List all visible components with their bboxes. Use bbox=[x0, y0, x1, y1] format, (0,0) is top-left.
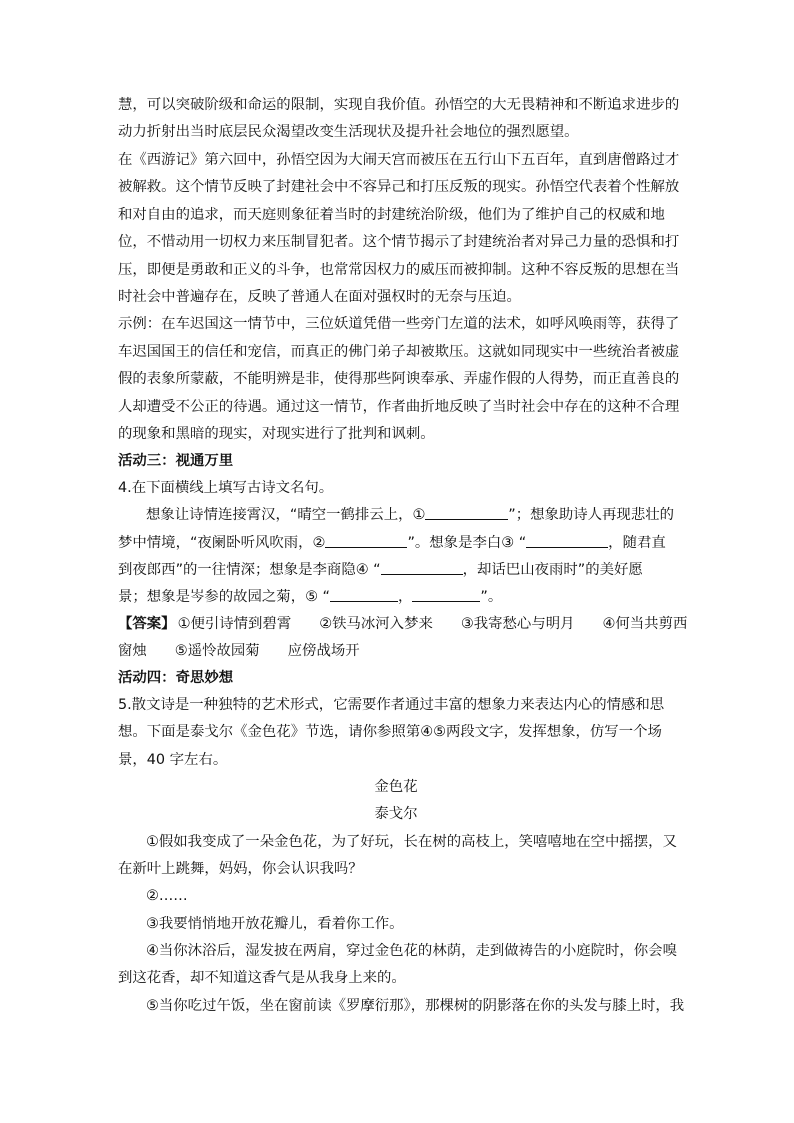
text-segment: 到夜郎西”的一往情深；想象是李商隐④ “ bbox=[118, 562, 381, 578]
answer-item: 窗烛 bbox=[118, 643, 147, 659]
answer-item: ①便引诗情到碧霄 bbox=[177, 616, 292, 632]
question-4-line bbox=[118, 530, 674, 556]
poem-author: 泰戈尔 bbox=[374, 806, 418, 822]
text-line: 慧，可以突破阶级和命运的限制，实现自我价值。孙悟空的大无畏精神和不断追求进步的 bbox=[118, 97, 680, 113]
text-segment: ，却话巴山夜雨时”的美好愿 bbox=[462, 562, 643, 578]
poem-line: ④当你沐浴后，湿发披在两肩，穿过金色花的林荫，走到做祷告的小庭院时，你会嗅 bbox=[146, 943, 677, 959]
answer-item: ⑤遥怜故园菊 bbox=[174, 643, 260, 659]
fill-blank-5b[interactable] bbox=[412, 584, 480, 602]
answer-item: ③我寄愁心与明月 bbox=[460, 616, 575, 632]
text-line: 位，不惜动用一切权力来压制冒犯者。这个情节揭示了封建统治者对异己力量的恐惧和打 bbox=[118, 234, 680, 250]
poem-line: ②…… bbox=[146, 888, 188, 904]
text-line: 在《西游记》第六回中，孙悟空因为大闹天宫而被压在五行山下五百年，直到唐僧路过才 bbox=[118, 152, 680, 168]
answer-line bbox=[118, 611, 688, 637]
text-segment: ”；想象助诗人再现悲壮的 bbox=[508, 507, 674, 523]
poem-line: ⑤当你吃过午饭，坐在窗前读《罗摩衍那》，那棵树的阴影落在你的头发与膝上时，我 bbox=[146, 998, 685, 1014]
answer-label: 【答案】 bbox=[118, 616, 176, 632]
answer-item: ④何当共剪西 bbox=[602, 616, 688, 632]
text-line: 的现象和黑暗的现实，对现实进行了批判和讽刺。 bbox=[118, 426, 435, 442]
text-line: 假的表象所蒙蔽，不能明辨是非，使得那些阿谀奉承、弄虚作假的人得势，而正直善良的 bbox=[118, 371, 680, 387]
text-line: 被解救。这个情节反映了封建社会中不容异己和打压反叛的现实。孙悟空代表着个性解放 bbox=[118, 179, 680, 195]
fill-blank-5a[interactable] bbox=[330, 584, 398, 602]
section-heading-activity-3: 活动三：视通万里 bbox=[118, 453, 234, 469]
text-line: 人却遭受不公正的待遇。通过这一情节，作者曲折地反映了当时社会中存在的这种不合理 bbox=[118, 399, 680, 415]
question-4-line bbox=[118, 584, 674, 610]
fill-blank-4[interactable] bbox=[381, 557, 463, 575]
text-line: 景，40 字左右。 bbox=[118, 752, 228, 768]
text-segment: ， bbox=[398, 589, 413, 605]
text-line: 车迟国国王的信任和宠信，而真正的佛门弟子却被欺压。这就如同现实中一些统治者被虚 bbox=[118, 344, 680, 360]
text-line: 5.散文诗是一种独特的艺术形式，它需要作者通过丰富的想象力来表达内心的情感和思 bbox=[118, 697, 665, 713]
poem-title: 金色花 bbox=[374, 779, 418, 795]
fill-blank-2[interactable] bbox=[325, 530, 407, 548]
text-segment: ，随君直 bbox=[608, 535, 666, 551]
text-segment: 景；想象是岑参的故园之菊，⑤ “ bbox=[118, 589, 331, 605]
text-line: 示例：在车迟国这一情节中，三位妖道凭借一些旁门左道的法术，如呼风唤雨等，获得了 bbox=[118, 316, 680, 332]
poem-line: 到这花香，却不知道这香气是从我身上来的。 bbox=[118, 970, 406, 986]
text-line: 想。下面是泰戈尔《金色花》节选，请你参照第④⑤两段文字，发挥想象，仿写一个场 bbox=[118, 724, 662, 740]
text-line: 动力折射出当时底层民众渴望改变生活现状及提升社会地位的强烈愿望。 bbox=[118, 124, 579, 140]
text-line: 和对自由的追求，而天庭则象征着当时的封建统治阶级，他们为了维护自己的权威和地 bbox=[118, 207, 665, 223]
text-segment: ”。 bbox=[480, 589, 503, 605]
text-segment: ”。想象是李白③ “ bbox=[407, 535, 527, 551]
poem-line: 在新叶上跳舞，妈妈，你会认识我吗？ bbox=[118, 861, 363, 877]
poem-line: ①假如我变成了一朵金色花，为了好玩，长在树的高枝上，笑嘻嘻地在空中摇摆，又 bbox=[146, 834, 677, 850]
section-heading-activity-4: 活动四：奇思妙想 bbox=[118, 670, 234, 686]
question-4-line bbox=[118, 557, 674, 583]
fill-blank-1[interactable] bbox=[425, 502, 508, 520]
text-segment: 梦中情境，“夜阑卧听风吹雨，② bbox=[118, 535, 326, 551]
answer-line bbox=[118, 638, 674, 664]
fill-blank-3[interactable] bbox=[526, 530, 608, 548]
poem-line: ③我要悄悄地开放花瓣儿，看着你工作。 bbox=[146, 916, 404, 932]
text-segment: 想象让诗情连接霄汉，“晴空一鹤排云上，① bbox=[146, 507, 426, 523]
question-4-line bbox=[146, 502, 674, 528]
answer-item: ②铁马冰河入梦来 bbox=[319, 616, 433, 632]
text-line: 时社会中普遍存在，反映了普通人在面对强权时的无奈与压迫。 bbox=[118, 289, 521, 305]
text-line: 压，即便是勇敢和正义的斗争，也常常因权力的威压而被抑制。这种不容反叛的思想在当 bbox=[118, 262, 680, 278]
question-4-stem: 4.在下面横线上填写古诗文名句。 bbox=[118, 480, 334, 496]
answer-item: 应傍战场开 bbox=[287, 643, 360, 659]
